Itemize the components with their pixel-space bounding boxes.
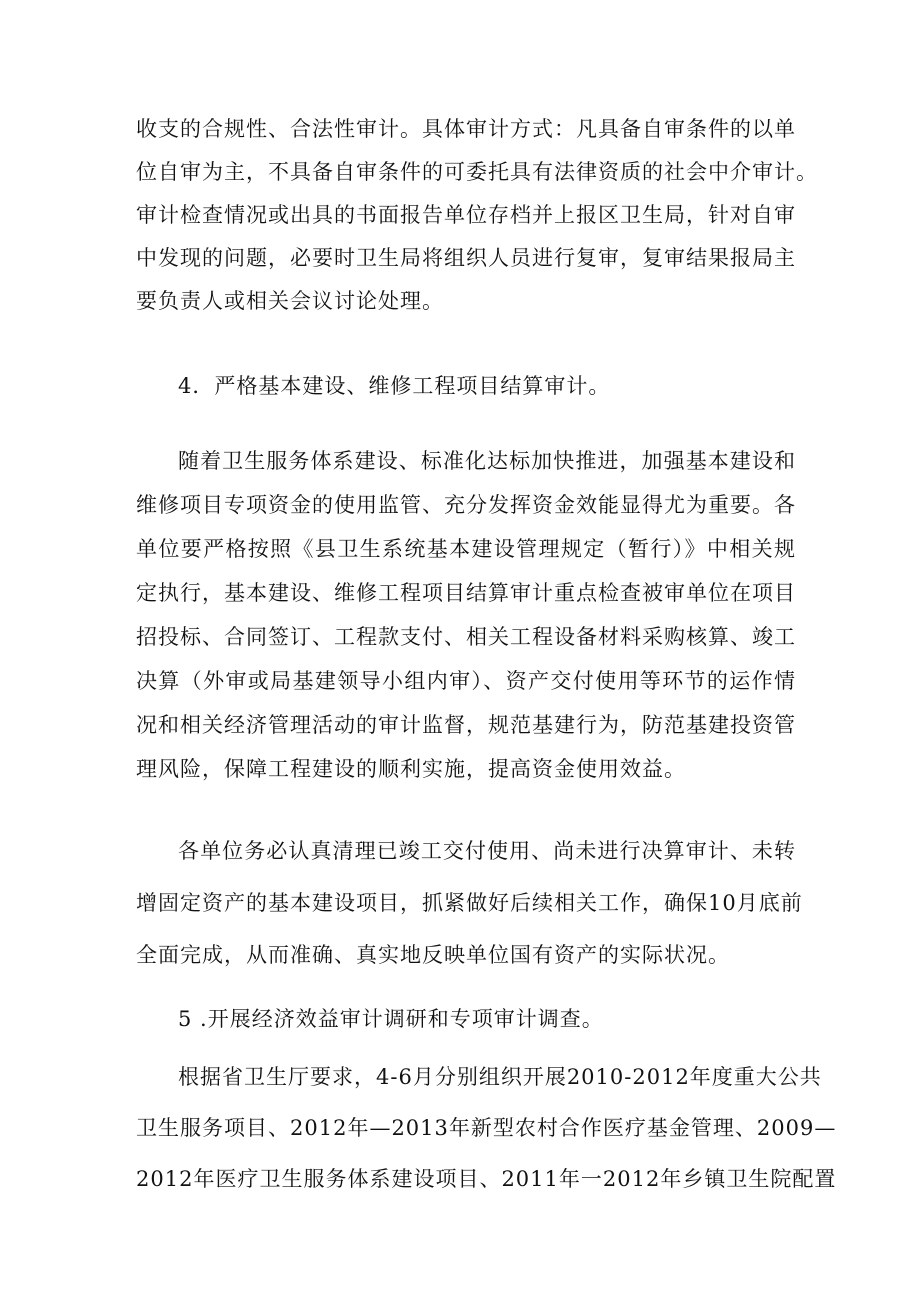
text-line: 根据省卫生厅要求，4-6月分别组织开展2010-2012年度重大公共 <box>178 1065 822 1089</box>
text-line: 卫生服务项目、2012年—2013年新型农村合作医疗基金管理、2009— <box>136 1116 837 1140</box>
text-line: 中发现的问题，必要时卫生局将组织人员进行复审，复审结果报局主 <box>136 246 796 270</box>
text-line: 增固定资产的基本建设项目，抓紧做好后续相关工作，确保10月底前 <box>136 891 803 915</box>
text-line: 要负责人或相关会议讨论处理。 <box>136 289 444 313</box>
heading-text: 5 .开展经济效益审计调研和专项审计调查。 <box>178 1007 604 1031</box>
text-line: 审计检查情况或出具的书面报告单位存档并上报区卫生局，针对自审 <box>136 203 796 227</box>
text-line: 决算（外审或局基建领导小组内审）、资产交付使用等环节的运作情 <box>136 669 796 693</box>
text-line: 各单位务必认真清理已竣工交付使用、尚未进行决算审计、未转 <box>178 839 796 863</box>
text-line: 理风险，保障工程建设的顺利实施，提高资金使用效益。 <box>136 757 686 781</box>
text-line: 单位要严格按照《县卫生系统基本建设管理规定（暂行）》中相关规 <box>136 537 796 561</box>
section-heading-5 <box>136 1002 796 1036</box>
text-line: 位自审为主，不具备自审条件的可委托具有法律资质的社会中介审计。 <box>136 160 818 184</box>
text-line: 维修项目专项资金的使用监管、充分发挥资金效能显得尤为重要。各 <box>136 493 796 517</box>
text-line: 定执行，基本建设、维修工程项目结算审计重点检查被审单位在项目 <box>136 581 796 605</box>
text-line: 2012年医疗卫生服务体系建设项目、2011年一2012年乡镇卫生院配置 <box>136 1167 837 1191</box>
paragraph-audit-method <box>136 112 818 318</box>
text-line: 全面完成，从而准确、真实地反映单位国有资产的实际状况。 <box>136 943 730 967</box>
heading-text: 4．严格基本建设、维修工程项目结算审计。 <box>178 374 611 398</box>
text-line: 招投标、合同签订、工程款支付、相关工程设备材料采购核算、竣工 <box>136 625 796 649</box>
paragraph-clearing <box>136 834 803 972</box>
text-line: 收支的合规性、合法性审计。具体审计方式：凡具备自审条件的以单 <box>136 117 796 141</box>
text-line: 况和相关经济管理活动的审计监督，规范基建行为，防范基建投资管 <box>136 713 796 737</box>
section-heading-4 <box>136 369 796 403</box>
text-line: 随着卫生服务体系建设、标准化达标加快推进，加强基本建设和 <box>178 449 796 473</box>
paragraph-survey <box>136 1060 837 1196</box>
paragraph-construction <box>136 444 796 786</box>
